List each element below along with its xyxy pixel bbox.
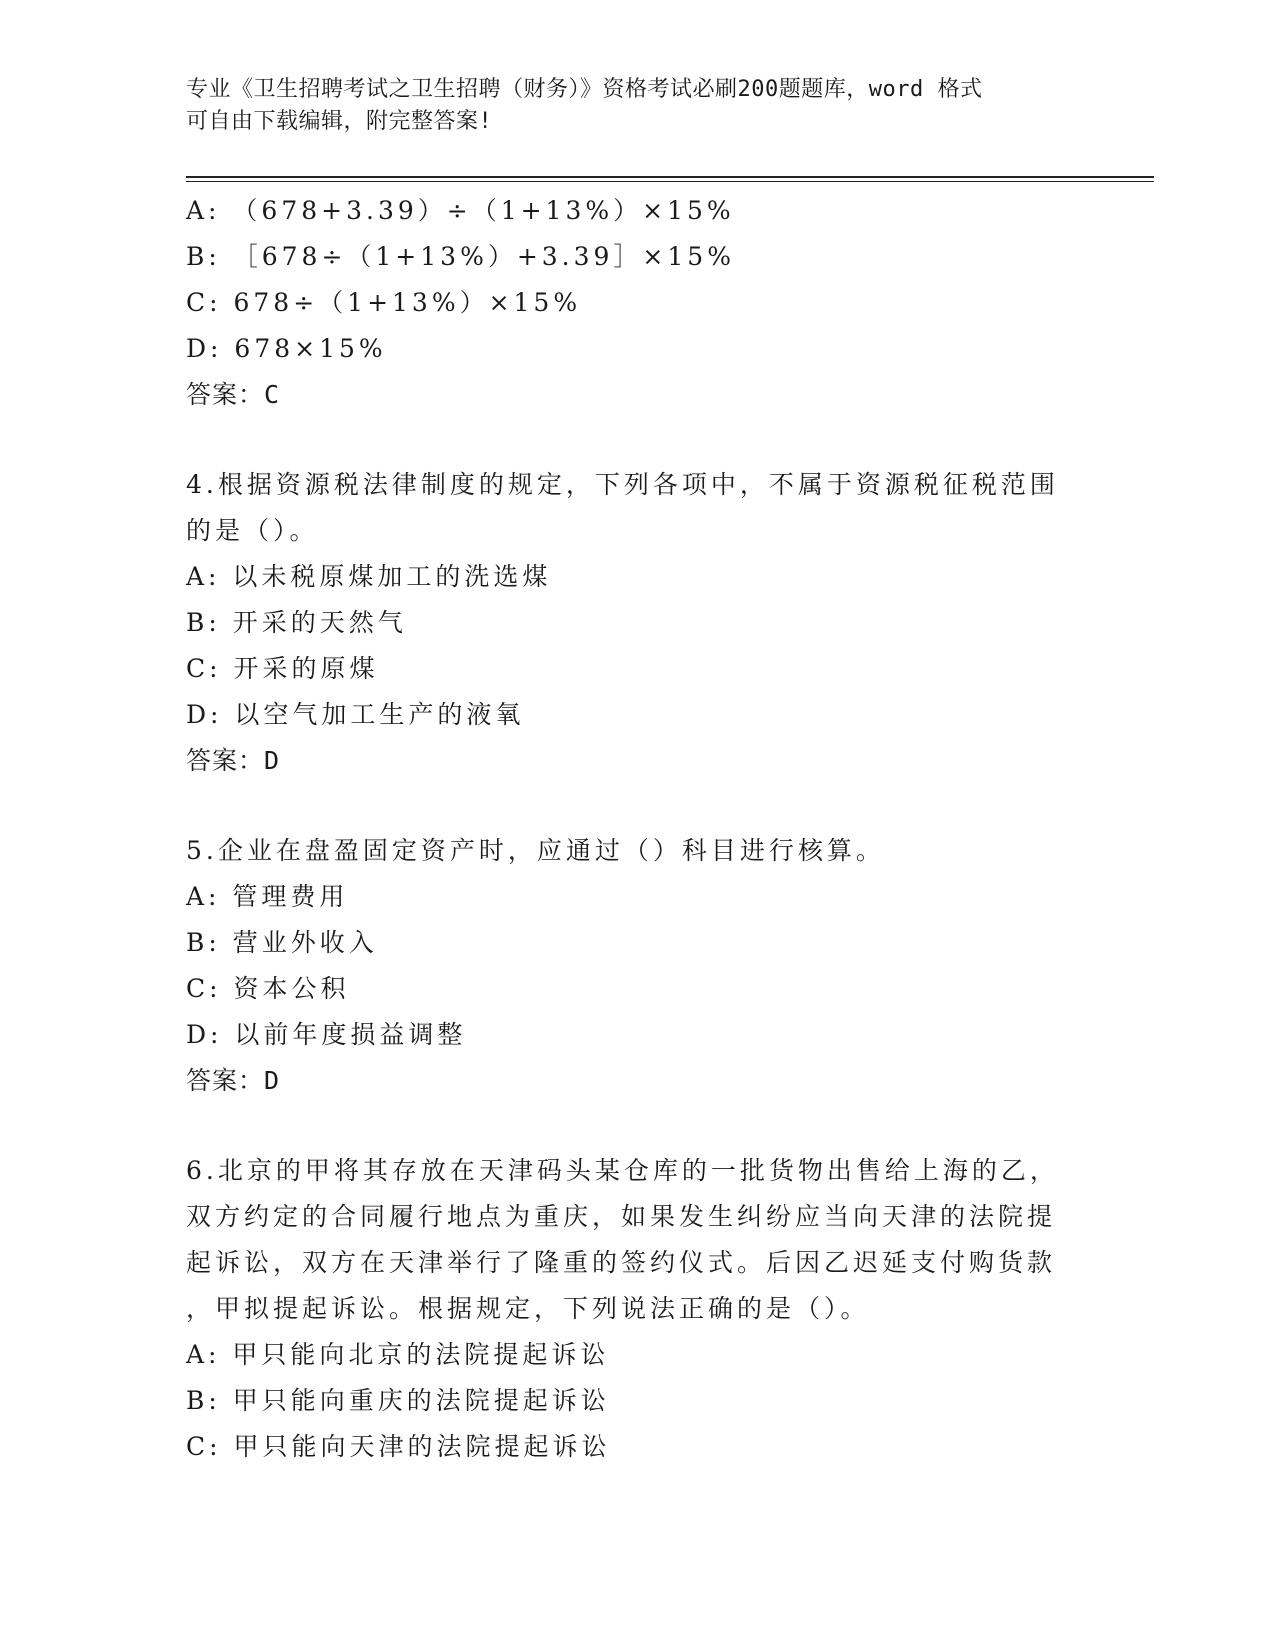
option-a: A: 甲只能向北京的法院提起诉讼 xyxy=(186,1340,610,1369)
document-header xyxy=(186,74,1086,138)
header-line-2: 可自由下载编辑，附完整答案! xyxy=(186,109,493,134)
question-text-line: 6.北京的甲将其存放在天津码头某仓库的一批货物出售给上海的乙， xyxy=(186,1156,1059,1185)
answer: 答案：C xyxy=(186,380,281,409)
option-d: D: 以空气加工生产的液氧 xyxy=(186,700,525,729)
question-text-line: 起诉讼，双方在天津举行了隆重的签约仪式。后因乙迟延支付购货款 xyxy=(186,1248,1057,1277)
question-text-line: 双方约定的合同履行地点为重庆，如果发生纠纷应当向天津的法院提 xyxy=(186,1202,1057,1231)
option-a: A: 以未税原煤加工的洗选煤 xyxy=(186,562,552,591)
option-d: D: 以前年度损益调整 xyxy=(186,1020,467,1049)
question-4-block xyxy=(186,462,1066,784)
header-line-1: 专业《卫生招聘考试之卫生招聘（财务）》资格考试必刷200题题库，word 格式 xyxy=(186,77,983,102)
option-c: C: 资本公积 xyxy=(186,974,350,1003)
option-d: D: 678×15% xyxy=(186,334,387,363)
question-list xyxy=(186,188,1066,1470)
option-c: C: 开采的原煤 xyxy=(186,654,379,683)
answer: 答案：D xyxy=(186,746,281,775)
question-text-line: 5.企业在盘盈固定资产时，应通过（）科目进行核算。 xyxy=(186,836,885,865)
option-b: B: 开采的天然气 xyxy=(186,608,407,637)
option-c: C: 678÷（1+13%）×15% xyxy=(186,288,582,317)
option-a: A: （678+3.39）÷（1+13%）×15% xyxy=(186,196,735,225)
question-text-line: 的是（）。 xyxy=(186,516,319,545)
header-divider xyxy=(186,176,1154,182)
option-c: C: 甲只能向天津的法院提起诉讼 xyxy=(186,1432,611,1461)
question-6-block xyxy=(186,1148,1066,1470)
question-text-line: ，甲拟提起诉讼。根据规定，下列说法正确的是（）。 xyxy=(186,1294,870,1323)
question-3-block xyxy=(186,188,1066,418)
option-b: B: 营业外收入 xyxy=(186,928,378,957)
option-b: B: 甲只能向重庆的法院提起诉讼 xyxy=(186,1386,610,1415)
option-b: B: ［678÷（1+13%）+3.39］×15% xyxy=(186,242,735,271)
answer: 答案：D xyxy=(186,1066,281,1095)
question-5-block xyxy=(186,828,1066,1104)
question-text-line: 4.根据资源税法律制度的规定，下列各项中，不属于资源税征税范围 xyxy=(186,470,1059,499)
option-a: A: 管理费用 xyxy=(186,882,349,911)
